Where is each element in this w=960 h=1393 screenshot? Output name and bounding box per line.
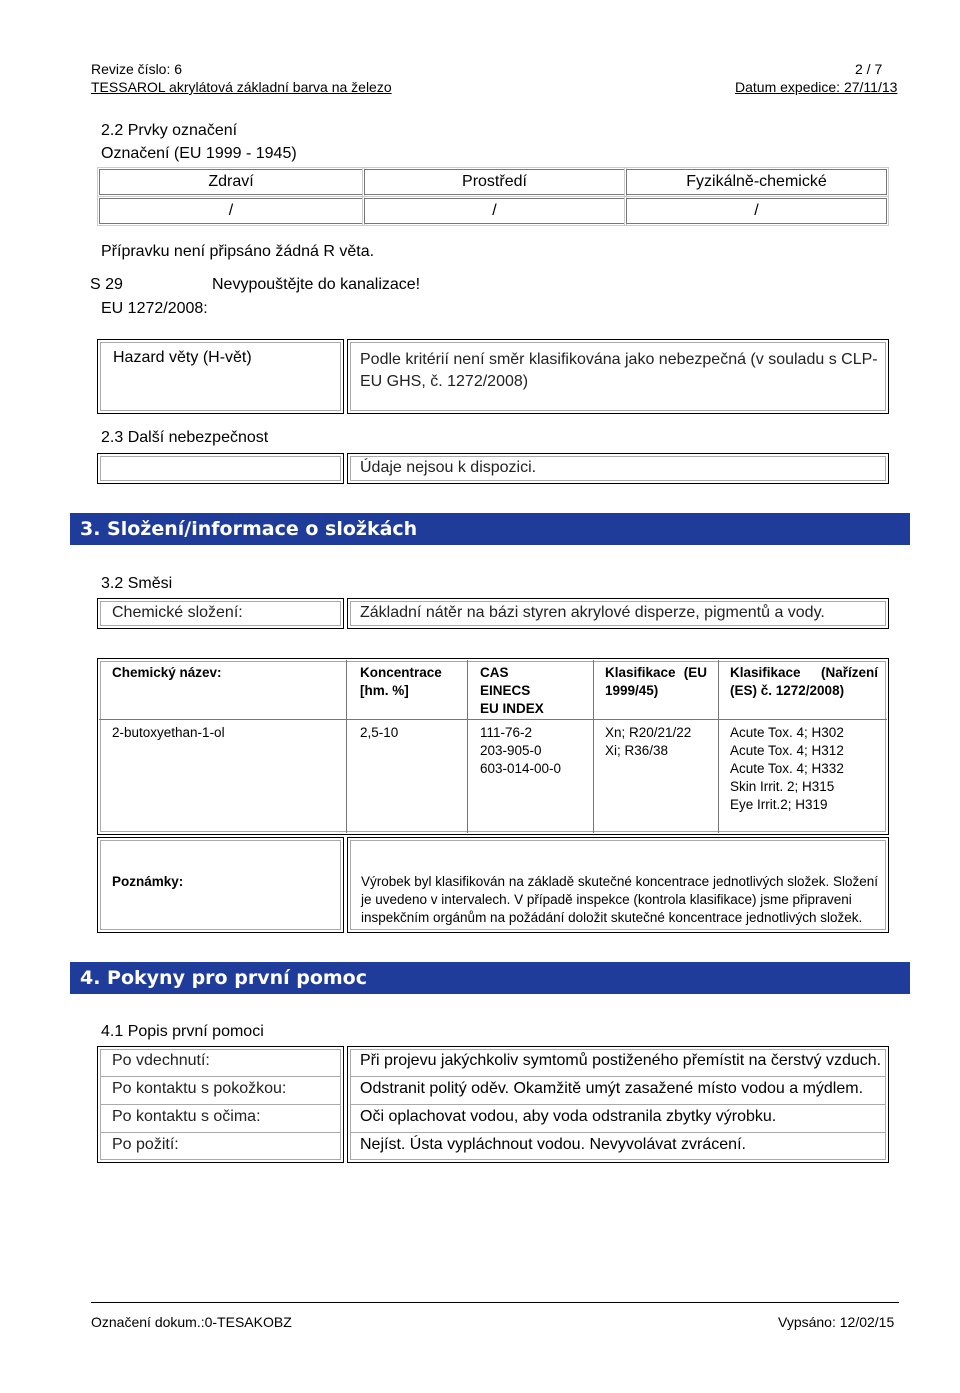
val-environment: /	[364, 198, 625, 224]
td-cas: 111-76-2	[480, 725, 533, 740]
td-classification-eu-1: Xn; R20/21/22	[605, 725, 692, 740]
val-health: /	[99, 198, 363, 224]
first-aid-text-eyes: Oči oplachovat vodou, aby voda odstranila zbytky výrobku.	[360, 1108, 777, 1125]
td-eu-index: 603-014-00-0	[480, 761, 562, 776]
s-phrase-code: S 29	[90, 276, 123, 293]
section-2-2-title: 2.2 Prvky označení	[101, 122, 238, 139]
col-physchem: Fyzikálně-chemické	[626, 169, 887, 195]
other-hazards-text: Údaje nejsou k dispozici.	[360, 459, 537, 476]
th-cas: CAS	[480, 665, 509, 680]
composition-text-box	[347, 598, 889, 629]
td-concentration: 2,5-10	[360, 725, 399, 740]
first-aid-label-inhalation: Po vdechnutí:	[112, 1052, 210, 1069]
val-physchem: /	[626, 198, 887, 224]
composition-text: Základní nátěr na bázi styren akrylové disperze, pigmentů a vody.	[360, 604, 825, 621]
issue-date: Datum expedice: 27/11/13	[735, 79, 898, 95]
printed-date: Vypsáno: 12/02/15	[778, 1314, 895, 1330]
hazard-label: Hazard věty (H-vět)	[113, 349, 252, 366]
page-number: 2 / 7	[855, 61, 883, 77]
td-einecs: 203-905-0	[480, 743, 542, 758]
hazard-label-box	[97, 339, 344, 414]
td-classification-eu-2: Xi; R36/38	[605, 743, 669, 758]
section-3-2-title: 3.2 Směsi	[101, 575, 173, 592]
th-classification-es: Klasifikace (Nařízení (ES) č. 1272/2008)	[730, 665, 878, 698]
col-environment: Prostředí	[364, 169, 625, 195]
first-aid-label-skin: Po kontaktu s pokožkou:	[112, 1080, 287, 1097]
col-health: Zdraví	[99, 169, 363, 195]
document-id: Označení dokum.:0-TESAKOBZ	[91, 1314, 292, 1330]
first-aid-label-ingestion: Po požití:	[112, 1136, 179, 1153]
hazard-text-box	[347, 339, 889, 414]
product-name: TESSAROL akrylátová základní barva na železo	[91, 79, 392, 95]
composition-label: Chemické složení:	[112, 604, 243, 621]
th-chemical-name: Chemický název:	[112, 665, 222, 680]
other-hazards-label-box	[97, 453, 344, 484]
th-einecs: EINECS	[480, 683, 531, 698]
eu-regulation-label: EU 1272/2008:	[101, 300, 208, 317]
td-classification-es-3: Acute Tox. 4; H332	[730, 761, 844, 776]
td-chemical-name: 2-butoxyethan-1-ol	[112, 725, 225, 740]
notes-label-box	[97, 837, 344, 933]
notes-text-box	[347, 837, 889, 933]
notes-text: Výrobek byl klasifikován na základě skutečné koncentrace jednotlivých složek. Složení je uvedeno v intervalech. V případě inspekce (kontrola klasifikace) jsme připraveni inspekčním orgánům na požádání doložit skutečné koncentrace jednotlivých složek.	[361, 874, 879, 925]
section-4-header: 4. Pokyny pro první pomoc	[70, 962, 910, 994]
s-phrase-text: Nevypouštějte do kanalizace!	[212, 276, 421, 293]
first-aid-text-inhalation: Při projevu jakýchkoliv symtomů postiženého přemístit na čerstvý vzduch.	[360, 1052, 882, 1069]
td-classification-es-4: Skin Irrit. 2; H315	[730, 779, 835, 794]
notes-label: Poznámky:	[112, 874, 184, 889]
revision-number: Revize číslo: 6	[91, 61, 183, 77]
hazard-text: Podle kritérií není směr klasifikována jako nebezpečná (v souladu s CLP-EU GHS, č. 1272/2008)	[360, 351, 878, 390]
td-classification-es-5: Eye Irrit.2; H319	[730, 797, 828, 812]
first-aid-text-ingestion: Nejíst. Ústa vypláchnout vodou. Nevyvolávat zvrácení.	[360, 1136, 746, 1153]
section-2-3-title: 2.3 Další nebezpečnost	[101, 429, 269, 446]
th-concentration: Koncentrace [hm. %]	[360, 665, 442, 698]
composition-label-box	[97, 598, 344, 629]
footer-divider	[91, 1302, 899, 1303]
eu-designation-label: Označení (EU 1999 - 1945)	[101, 145, 297, 162]
r-phrase-text: Přípravku není připsáno žádná R věta.	[101, 243, 375, 260]
first-aid-label-eyes: Po kontaktu s očima:	[112, 1108, 261, 1125]
other-hazards-box	[347, 453, 889, 484]
th-classification-eu: Klasifikace (EU 1999/45)	[605, 665, 707, 698]
section-3-header: 3. Složení/informace o složkách	[70, 513, 910, 545]
td-classification-es-2: Acute Tox. 4; H312	[730, 743, 844, 758]
first-aid-text-skin: Odstranit politý oděv. Okamžitě umýt zasažené místo vodou a mýdlem.	[360, 1080, 864, 1097]
section-4-1-title: 4.1 Popis první pomoci	[101, 1023, 264, 1040]
td-classification-es-1: Acute Tox. 4; H302	[730, 725, 844, 740]
th-eu-index: EU INDEX	[480, 701, 544, 716]
